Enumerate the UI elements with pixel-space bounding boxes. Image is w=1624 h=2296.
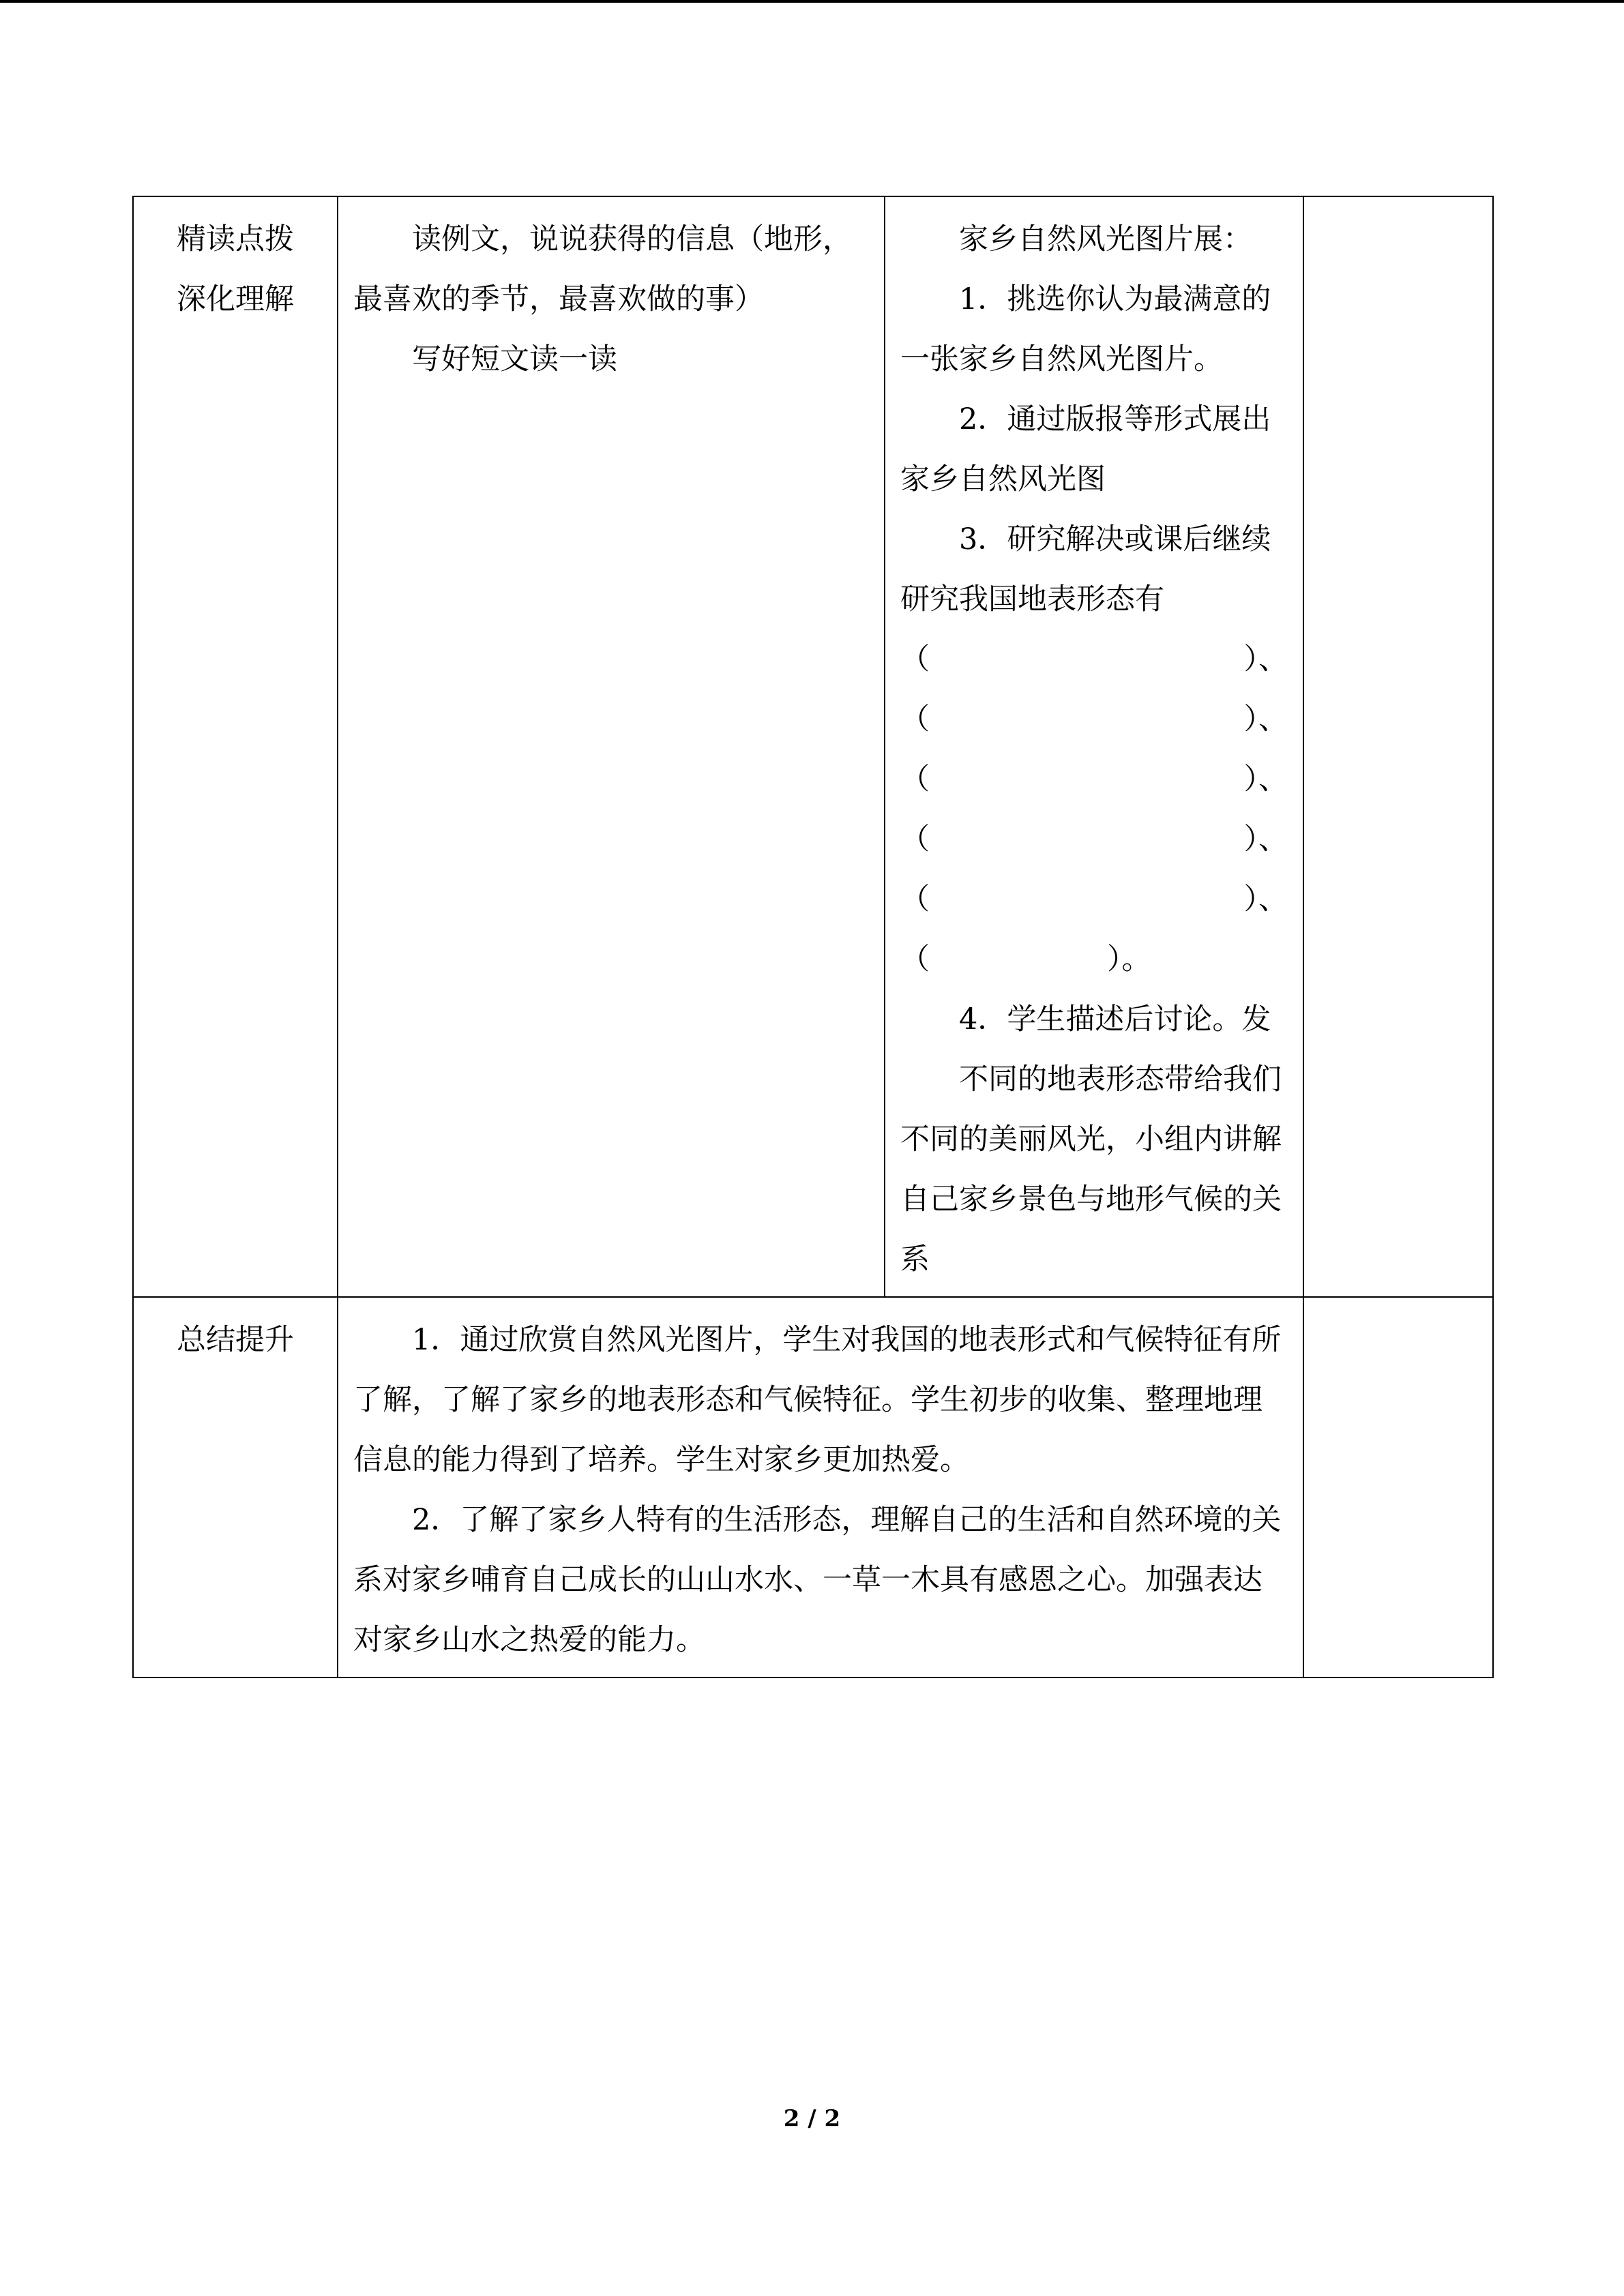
teacher-activity-cell bbox=[338, 196, 885, 1297]
summary-cell bbox=[338, 1297, 1303, 1678]
fill-in-blank bbox=[900, 869, 1288, 929]
blank-close-bracket: ）、 bbox=[1243, 822, 1288, 856]
blank-open-bracket: （ bbox=[900, 762, 930, 796]
table-row-summary bbox=[133, 1297, 1493, 1678]
blank-open-bracket: （ bbox=[900, 702, 930, 736]
teacher-activity-text: 读例文，说说获得的信息（地形，最喜欢的季节，最喜欢做的事） bbox=[353, 222, 852, 316]
table-row-intensive-reading bbox=[133, 196, 1493, 1297]
stage-label-line1: 精读点拨 bbox=[177, 222, 294, 256]
summary-text: 1．通过欣赏自然风光图片，学生对我国的地表形式和气候特征有所了解，了解了家乡的地表形态和气候特征。学生初步的收集、整理地理信息的能力得到了培养。学生对家乡更加热爱。 bbox=[353, 1323, 1282, 1477]
fill-in-blank-last bbox=[900, 929, 1288, 989]
blank-close-bracket: ）、 bbox=[1243, 882, 1288, 916]
page-top-rule bbox=[0, 0, 1624, 3]
student-activity-text: 家乡自然风光图片展： bbox=[959, 222, 1252, 256]
blank-close-bracket: ）、 bbox=[1243, 642, 1288, 676]
page-number: 2 / 2 bbox=[783, 2105, 841, 2132]
student-activity-text: 4．学生描述后讨论。发 bbox=[959, 1002, 1271, 1037]
stage-label-line2: 深化理解 bbox=[177, 282, 294, 316]
lesson-plan-table bbox=[132, 196, 1494, 1678]
student-activity-text: 3．研究解决或课后继续研究我国地表形态有 bbox=[900, 522, 1271, 616]
fill-in-blank bbox=[900, 629, 1288, 689]
teacher-activity-text: 写好短文读一读 bbox=[412, 342, 617, 376]
student-activity-text: 1．挑选你认为最满意的一张家乡自然风光图片。 bbox=[900, 282, 1271, 376]
fill-in-blank bbox=[900, 809, 1288, 869]
fill-in-blank bbox=[900, 689, 1288, 749]
blank-close-bracket: ）、 bbox=[1243, 762, 1288, 796]
blank-open-bracket: （ bbox=[900, 822, 930, 856]
stage-cell bbox=[133, 196, 338, 1297]
student-activity-text: 2．通过版报等形式展出家乡自然风光图 bbox=[900, 402, 1271, 496]
student-activity-cell bbox=[885, 196, 1303, 1297]
blank-close-bracket: ）、 bbox=[1243, 702, 1288, 736]
stage-cell bbox=[133, 1297, 338, 1678]
notes-cell bbox=[1303, 196, 1493, 1297]
notes-cell bbox=[1303, 1297, 1493, 1678]
fill-in-blank bbox=[900, 749, 1288, 809]
blank-close-bracket: ）。 bbox=[1107, 942, 1151, 976]
summary-text: 2．了解了家乡人特有的生活形态，理解自己的生活和自然环境的关系对家乡哺育自己成长的山山水水、一草一木具有感恩之心。加强表达对家乡山水之热爱的能力。 bbox=[353, 1503, 1282, 1657]
blank-open-bracket: （ bbox=[900, 882, 930, 916]
blank-open-bracket: （ bbox=[900, 942, 930, 976]
blank-open-bracket: （ bbox=[900, 642, 930, 676]
student-activity-text: 不同的地表形态带给我们不同的美丽风光，小组内讲解自己家乡景色与地形气候的关系 bbox=[900, 1062, 1282, 1277]
stage-label: 总结提升 bbox=[177, 1323, 294, 1357]
